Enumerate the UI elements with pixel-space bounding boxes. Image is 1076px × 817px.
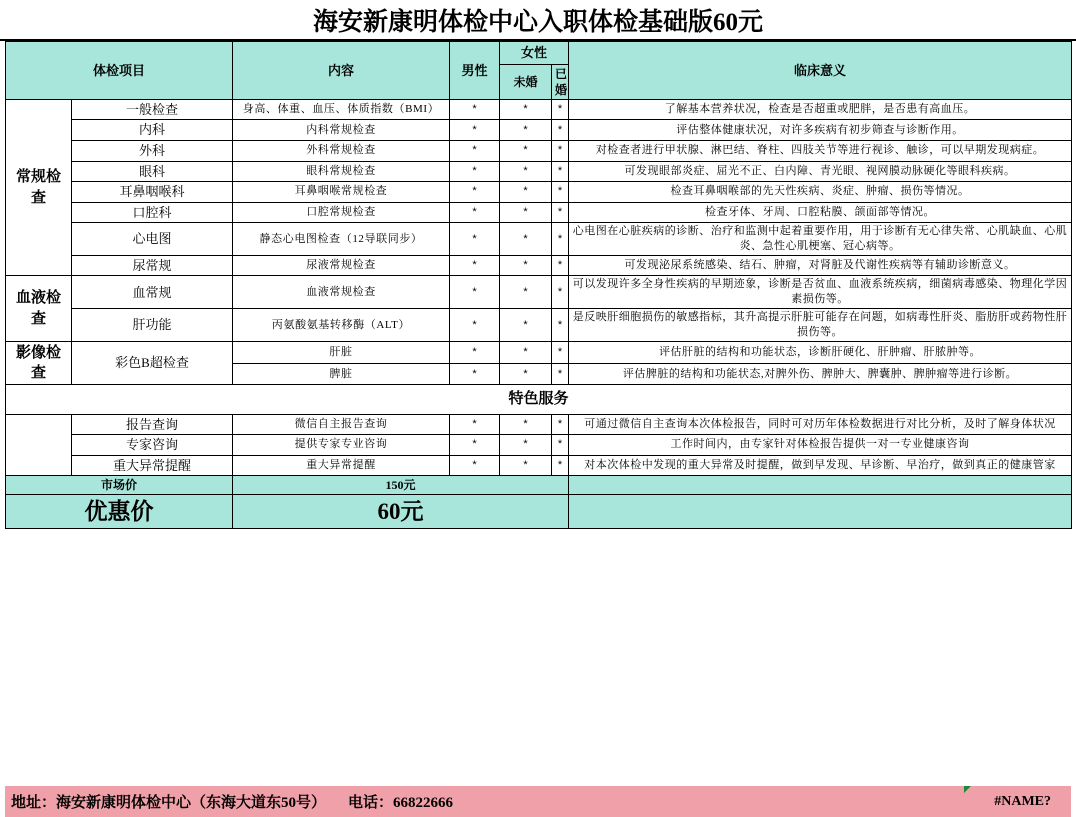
mark-unmarried: * [500, 435, 552, 456]
mark-married: * [552, 223, 569, 256]
item-content: 血液常规检查 [233, 276, 450, 309]
mark-male: * [450, 341, 500, 363]
table-row [6, 309, 1072, 342]
mark-male: * [450, 435, 500, 456]
col-header-meaning: 临床意义 [569, 42, 1072, 100]
table-row [6, 182, 1072, 203]
mark-unmarried: * [500, 255, 552, 276]
clinical-meaning: 可发现眼部炎症、屈光不正、白内障、青光眼、视网膜动脉硬化等眼科疾病。 [569, 161, 1072, 182]
table-row [6, 223, 1072, 256]
col-header-male: 男性 [450, 42, 500, 100]
clinical-meaning: 评估整体健康状况，对许多疾病有初步筛查与诊断作用。 [569, 120, 1072, 141]
col-header-married: 已婚 [552, 64, 569, 99]
market-price-value: 150元 [233, 476, 569, 495]
item-content: 微信自主报告查询 [233, 414, 450, 435]
item-content: 耳鼻咽喉常规检查 [233, 182, 450, 203]
table-row [6, 202, 1072, 223]
cell-error-marker-icon [964, 786, 971, 793]
mark-unmarried: * [500, 341, 552, 363]
clinical-meaning: 对本次体检中发现的重大异常及时提醒，做到早发现、早诊断、早治疗，做到真正的健康管家 [569, 455, 1072, 476]
mark-male: * [450, 120, 500, 141]
col-header-item: 体检项目 [6, 42, 233, 100]
mark-married: * [552, 276, 569, 309]
table-row [6, 276, 1072, 309]
mark-unmarried: * [500, 202, 552, 223]
item-name: 报告查询 [72, 414, 233, 435]
clinical-meaning: 是反映肝细胞损伤的敏感指标，其升高提示肝脏可能存在问题，如病毒性肝炎、脂肪肝或药物性肝损伤等。 [569, 309, 1072, 342]
item-content: 口腔常规检查 [233, 202, 450, 223]
mark-married: * [552, 435, 569, 456]
table-row [6, 414, 1072, 435]
clinical-meaning: 检查牙体、牙周、口腔粘膜、颌面部等情况。 [569, 202, 1072, 223]
promo-price-filler [569, 495, 1072, 529]
mark-unmarried: * [500, 182, 552, 203]
mark-male: * [450, 141, 500, 162]
mark-male: * [450, 161, 500, 182]
item-content: 外科常规检查 [233, 141, 450, 162]
item-content: 重大异常提醒 [233, 455, 450, 476]
mark-married: * [552, 141, 569, 162]
special-service-banner-row [6, 385, 1072, 414]
table-row [6, 141, 1072, 162]
clinical-meaning: 工作时间内，由专家针对体检报告提供一对一专业健康咨询 [569, 435, 1072, 456]
sheet-title-band [0, 0, 1076, 41]
table-body [6, 42, 1072, 529]
market-price-filler [569, 476, 1072, 495]
mark-unmarried: * [500, 309, 552, 342]
clinical-meaning: 对检查者进行甲状腺、淋巴结、脊柱、四肢关节等进行视诊、触诊，可以早期发现病症。 [569, 141, 1072, 162]
item-name-ultrasound: 彩色B超检查 [72, 341, 233, 385]
clinical-meaning: 心电图在心脏疾病的诊断、治疗和监测中起着重要作用，用于诊断有无心律失常、心肌缺血、心肌炎、急性心肌梗塞、冠心病等。 [569, 223, 1072, 256]
item-name: 肝功能 [72, 309, 233, 342]
table-row [6, 161, 1072, 182]
item-content: 内科常规检查 [233, 120, 450, 141]
market-price-label: 市场价 [6, 476, 233, 495]
item-content: 肝脏 [233, 341, 450, 363]
item-content: 丙氨酸氨基转移酶（ALT） [233, 309, 450, 342]
table-row [6, 99, 1072, 120]
mark-male: * [450, 202, 500, 223]
mark-married: * [552, 341, 569, 363]
mark-unmarried: * [500, 99, 552, 120]
item-content: 静态心电图检查（12导联同步） [233, 223, 450, 256]
clinical-meaning: 可通过微信自主查询本次体检报告，同时可对历年体检数据进行对比分析，及时了解身体状况 [569, 414, 1072, 435]
health-checkup-package-table [5, 41, 1072, 529]
mark-unmarried: * [500, 223, 552, 256]
page-title: 海安新康明体检中心入职体检基础版60元 [312, 8, 763, 36]
mark-married: * [552, 99, 569, 120]
category-cell-blood: 血液检查 [6, 276, 72, 341]
phone-text: 电话：66822666 [348, 795, 454, 811]
table-row [6, 255, 1072, 276]
item-name: 专家咨询 [72, 435, 233, 456]
formula-error-value: #NAME? [994, 793, 1051, 809]
mark-male: * [450, 99, 500, 120]
promo-price-label: 优惠价 [6, 495, 233, 529]
table-row [6, 435, 1072, 456]
clinical-meaning: 了解基本营养状况，检查是否超重或肥胖，是否患有高血压。 [569, 99, 1072, 120]
market-price-row [6, 476, 1072, 495]
clinical-meaning: 可发现泌尿系统感染、结石、肿瘤，对肾脏及代谢性疾病等有辅助诊断意义。 [569, 255, 1072, 276]
mark-male: * [450, 363, 500, 385]
item-name: 一般检查 [72, 99, 233, 120]
mark-male: * [450, 223, 500, 256]
mark-unmarried: * [500, 161, 552, 182]
item-content: 脾脏 [233, 363, 450, 385]
mark-unmarried: * [500, 455, 552, 476]
mark-male: * [450, 414, 500, 435]
item-content: 尿液常规检查 [233, 255, 450, 276]
promo-price-value: 60元 [233, 495, 569, 529]
mark-unmarried: * [500, 141, 552, 162]
mark-married: * [552, 455, 569, 476]
mark-married: * [552, 161, 569, 182]
table-row [6, 341, 1072, 363]
package-table-wrapper [5, 41, 1071, 529]
item-name: 心电图 [72, 223, 233, 256]
mark-unmarried: * [500, 120, 552, 141]
item-content: 身高、体重、血压、体质指数（BMI） [233, 99, 450, 120]
col-header-female: 女性 [500, 42, 569, 65]
mark-unmarried: * [500, 363, 552, 385]
table-row [6, 455, 1072, 476]
contact-info [11, 791, 453, 812]
table-header-row [6, 42, 1072, 65]
item-content: 眼科常规检查 [233, 161, 450, 182]
promo-price-row [6, 495, 1072, 529]
mark-married: * [552, 255, 569, 276]
col-header-content: 内容 [233, 42, 450, 100]
item-name: 耳鼻咽喉科 [72, 182, 233, 203]
item-name: 尿常规 [72, 255, 233, 276]
mark-unmarried: * [500, 414, 552, 435]
mark-married: * [552, 120, 569, 141]
clinical-meaning: 评估脾脏的结构和功能状态,对脾外伤、脾肿大、脾囊肿、脾肿瘤等进行诊断。 [569, 363, 1072, 385]
item-content: 提供专家专业咨询 [233, 435, 450, 456]
mark-married: * [552, 363, 569, 385]
item-name: 内科 [72, 120, 233, 141]
clinical-meaning: 可以发现许多全身性疾病的早期迹象，诊断是否贫血、血液系统疾病，细菌病毒感染、物理化学因素损伤等。 [569, 276, 1072, 309]
contact-footer [5, 786, 1071, 817]
item-name: 血常规 [72, 276, 233, 309]
table-row [6, 120, 1072, 141]
mark-male: * [450, 455, 500, 476]
mark-married: * [552, 182, 569, 203]
special-service-category-blank [6, 414, 72, 476]
item-name: 外科 [72, 141, 233, 162]
special-service-banner: 特色服务 [6, 385, 1072, 414]
mark-male: * [450, 255, 500, 276]
item-name: 眼科 [72, 161, 233, 182]
mark-male: * [450, 182, 500, 203]
col-header-unmarried: 未婚 [500, 64, 552, 99]
mark-unmarried: * [500, 276, 552, 309]
mark-married: * [552, 414, 569, 435]
clinical-meaning: 检查耳鼻咽喉部的先天性疾病、炎症、肿瘤、损伤等情况。 [569, 182, 1072, 203]
mark-male: * [450, 309, 500, 342]
clinical-meaning: 评估肝脏的结构和功能状态，诊断肝硬化、肝肿瘤、肝脓肿等。 [569, 341, 1072, 363]
mark-married: * [552, 202, 569, 223]
mark-male: * [450, 276, 500, 309]
address-text: 地址：海安新康明体检中心（东海大道东50号） [11, 795, 327, 811]
item-name: 口腔科 [72, 202, 233, 223]
category-cell-imaging: 影像检查 [6, 341, 72, 385]
category-cell-routine: 常规检查 [6, 99, 72, 276]
mark-married: * [552, 309, 569, 342]
item-name: 重大异常提醒 [72, 455, 233, 476]
